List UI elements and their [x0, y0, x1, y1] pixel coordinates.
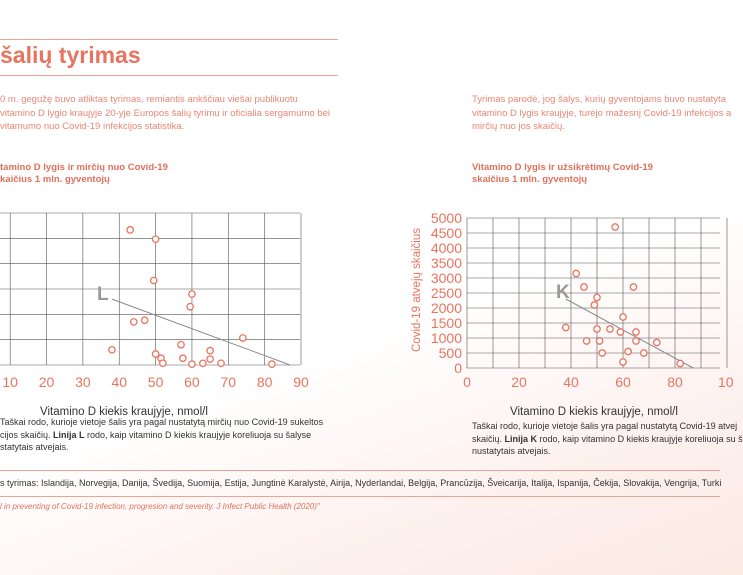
data-point: [583, 338, 589, 344]
data-point: [563, 324, 569, 330]
data-point: [620, 314, 626, 320]
footer-rule-bottom: [0, 496, 720, 497]
notes-right-line3: nustatytais atvejais.: [472, 446, 551, 456]
y-tick-label: 0: [454, 360, 462, 376]
chart-right-title: Vitamino D lygis ir užsikrėtimų Covid-19 skaičius 1 mln. gyventojų: [472, 162, 653, 185]
x-tick-label: 20: [511, 374, 527, 390]
data-point: [617, 329, 623, 335]
chart-left-deaths: [0, 213, 309, 418]
data-point: [654, 339, 660, 345]
data-point: [178, 342, 184, 348]
x-tick-label: 60: [184, 374, 200, 390]
notes-left-line2: [0, 429, 330, 442]
x-axis-label: Vitamino D kiekis kraujyje, nmol/l: [40, 406, 208, 418]
data-point: [625, 348, 631, 354]
trend-label-k: K: [556, 282, 570, 303]
data-point: [189, 361, 195, 367]
trend-label-l: L: [97, 284, 109, 305]
notes-left-line2a: cijos skaičių.: [0, 429, 54, 440]
countries-list: s tyrimas: Islandija, Norvegija, Danija, Švedija, Suomija, Estija, Jungtinė Karalystė, Airija, Nyderlandai, Belgija, Prancūzija, Šveicarija, Italija, Ispanija, Čekija, Slovakija, Vengrija, Turki: [0, 478, 722, 488]
data-point: [141, 317, 147, 323]
data-point: [620, 359, 626, 365]
data-point: [269, 361, 275, 367]
data-point: [160, 360, 166, 366]
notes-right: [472, 420, 743, 458]
notes-right-line1: Taškai rodo, kurioje vietoje šalis yra pagal nustatytą Covid-19 atvej: [472, 421, 738, 431]
x-tick-label: 10: [2, 374, 18, 390]
data-point: [591, 302, 597, 308]
citation: l in preventing of Covid-19 infection, progresion and severity. J Infect Public Health (2020)": [0, 502, 320, 511]
x-tick-label: 50: [147, 374, 164, 390]
data-point: [581, 284, 587, 290]
data-point: [677, 360, 683, 366]
data-point: [180, 355, 186, 361]
data-point: [596, 338, 602, 344]
x-tick-label: 80: [667, 374, 683, 390]
data-point: [630, 284, 636, 290]
notes-left-line2b: rodo, kaip vitamino D kiekis kraujyje koreliuoja su šalyse: [84, 429, 312, 440]
data-point: [594, 294, 600, 300]
y-tick-label: 3500: [430, 255, 462, 271]
data-point: [612, 224, 618, 230]
x-tick-label: 20: [38, 374, 55, 390]
data-point: [187, 304, 193, 310]
y-tick-label: 4500: [430, 225, 462, 241]
y-tick-label: 5000: [430, 210, 462, 226]
data-point: [607, 326, 613, 332]
y-tick-label: 3000: [430, 270, 462, 286]
y-axis-label: Covid-19 atvejų skaičius: [411, 227, 423, 353]
data-point: [633, 329, 639, 335]
x-tick-label: 60: [615, 374, 631, 390]
data-point: [200, 360, 206, 366]
footer-rule-top: [0, 470, 720, 471]
chart-left-title: tamino D lygis ir mirčių nuo Covid-19 kaičius 1 mln. gyventojų: [0, 162, 168, 185]
notes-right-line2a: skaičių.: [472, 433, 505, 444]
data-point: [218, 360, 224, 366]
x-tick-label: 0: [463, 374, 471, 390]
data-point: [573, 270, 579, 276]
y-tick-label: 2500: [430, 285, 462, 301]
data-point: [641, 350, 647, 356]
data-point: [151, 277, 157, 283]
x-tick-label: 10: [718, 374, 734, 390]
data-point: [127, 227, 133, 233]
chart-right-cases: [411, 210, 734, 418]
intro-left-text: 0 m. gegužę buvo atliktas tyrimas, remiantis ankščiau viešai publikuotu vitamino D lygio kraujyje 20-yje Europos šalių tyrimu ir oficialia sergamumo bei vitamumo nuo Covid-19 infekcijos statistika.: [0, 94, 330, 132]
trend-line-l: [112, 299, 290, 365]
y-tick-label: 2000: [430, 300, 462, 316]
notes-right-line2: [472, 433, 743, 446]
data-point: [189, 291, 195, 297]
notes-right-bold: Linija K: [504, 433, 538, 444]
intro-right-text: Tyrimas parodė, jog šalys, kurių gyventojams buvo nustatyta vitamino D lygis kraujyje, turėjo mažesnį Covid-19 infekcijos a mirčių nuo jos skaičių.: [472, 94, 732, 132]
data-point: [152, 236, 158, 242]
notes-left-line1: Taškai rodo, kurioje vietoje šalis yra pagal nustatytą mirčių nuo Covid-19 sukeltos: [0, 417, 324, 427]
x-tick-label: 40: [563, 374, 579, 390]
data-point: [599, 350, 605, 356]
x-tick-label: 70: [220, 374, 237, 390]
data-point: [207, 347, 213, 353]
x-axis-label: Vitamino D kiekis kraujyje, nmol/l: [510, 406, 678, 418]
data-point: [207, 356, 213, 362]
x-tick-label: 40: [111, 374, 128, 390]
y-tick-label: 500: [438, 345, 462, 361]
y-tick-label: 1500: [430, 315, 462, 331]
y-tick-label: 4000: [430, 240, 462, 256]
trend-line-k: [566, 299, 693, 368]
x-tick-label: 80: [256, 374, 273, 390]
data-point: [131, 319, 137, 325]
y-tick-label: 1000: [430, 330, 462, 346]
data-point: [109, 347, 115, 353]
page-title: šalių tyrimas: [0, 42, 141, 68]
notes-right-line2b: rodo, kaip vitamino D kiekis kraujyje koreliuoja su š: [537, 433, 743, 444]
notes-left: [0, 416, 330, 454]
data-point: [594, 326, 600, 332]
data-point: [633, 338, 639, 344]
notes-left-line3: statytais atvejais.: [0, 442, 69, 452]
notes-left-bold: Linija L: [53, 429, 85, 440]
data-point: [240, 335, 246, 341]
x-tick-label: 90: [293, 374, 309, 390]
x-tick-label: 30: [75, 374, 91, 390]
